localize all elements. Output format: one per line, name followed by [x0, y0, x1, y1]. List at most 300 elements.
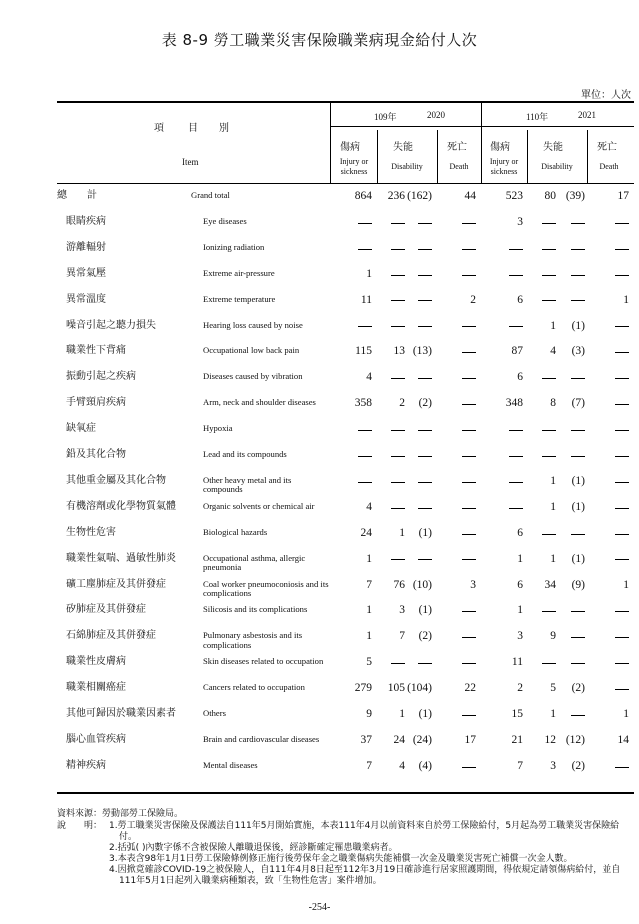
table-row [57, 760, 634, 786]
row-label-zh: 缺氧症 [66, 423, 96, 435]
cell-y2-disability: 9 [550, 630, 556, 643]
cell-y2-injury [509, 269, 523, 281]
row-label-zh: 生物性危害 [66, 526, 116, 538]
header-col-death-zh: 死亡 [597, 142, 617, 153]
table-row [57, 216, 634, 242]
cell-y1-disability [391, 554, 405, 566]
table-row [57, 345, 634, 371]
dash-mark [418, 430, 432, 431]
row-label-zh: 總 計 [57, 190, 97, 201]
header-year2-en: 2021 [578, 110, 596, 120]
cell-y1-injury: 4 [366, 500, 372, 513]
dash-mark [391, 300, 405, 301]
row-label-zh: 有機溶劑或化學物質氣體 [66, 500, 176, 512]
cell-y2-death [615, 502, 629, 514]
cell-y2-disability: 1 [550, 552, 556, 565]
row-label-en: Hypoxia [203, 423, 233, 434]
dash-mark [391, 275, 405, 276]
row-label-en: Arm, neck and shoulder diseases [203, 397, 316, 408]
dash-mark [462, 767, 476, 768]
table-row [57, 708, 634, 734]
cell-y2-disability-paren [571, 605, 585, 617]
cell-y2-injury [509, 424, 523, 436]
row-label-zh: 石綿肺症及其併發症 [66, 630, 156, 642]
cell-y2-death: 1 [623, 578, 629, 591]
cell-y1-disability: 1 [399, 526, 405, 539]
cell-y2-disability-paren: (1) [571, 474, 585, 487]
dash-mark [391, 223, 405, 224]
cell-y2-injury: 3 [517, 630, 523, 643]
cell-y2-injury: 6 [517, 371, 523, 384]
header-col-disab-en: Disability [541, 162, 573, 171]
cell-y1-disability: 76 [393, 578, 405, 591]
cell-y2-disability-paren [571, 528, 585, 540]
cell-y1-death [462, 321, 476, 333]
cell-y1-injury: 1 [366, 267, 372, 280]
row-label-zh: 眼睛疾病 [66, 215, 106, 227]
row-label-zh: 腦心血管疾病 [66, 733, 126, 745]
dash-mark [615, 223, 629, 224]
dash-mark [571, 663, 585, 664]
table-row [57, 630, 634, 656]
header-item-en: Item [182, 157, 199, 167]
cell-y1-disability-paren [418, 476, 432, 488]
dash-mark [571, 611, 585, 612]
dash-mark [462, 352, 476, 353]
cell-y1-death: 44 [464, 190, 476, 202]
cell-y1-disability-paren [418, 450, 432, 462]
cell-y1-injury: 5 [366, 656, 372, 669]
cell-y2-disability: 1 [550, 319, 556, 332]
dash-mark [615, 663, 629, 664]
cell-y1-disability [391, 295, 405, 307]
cell-y2-disability-paren [571, 243, 585, 255]
cell-y1-disability-paren: (13) [412, 345, 432, 358]
dash-mark [571, 249, 585, 250]
note-item-4: 4.因掀竟確診COVID-19之被保險人，自111年4月8日起至112年3月19日確診進行居家照護期間，得依規定請領傷病給付，並自111年5月1日起列入職業病種類表，致「生物性危害」案件增加。 [109, 865, 621, 886]
header-item-zh-3: 別 [219, 123, 229, 134]
table-row [57, 242, 634, 268]
cell-y1-injury: 864 [354, 190, 372, 202]
cell-y1-injury: 7 [366, 759, 372, 772]
cell-y2-death [615, 554, 629, 566]
cell-y2-injury: 15 [511, 708, 523, 720]
cell-y1-injury: 9 [366, 708, 372, 720]
dash-mark [462, 275, 476, 276]
cell-y1-disability: 24 [393, 733, 405, 746]
cell-y1-death [462, 605, 476, 617]
header-col-injury-zh: 傷病 [490, 142, 510, 153]
cell-y1-injury: 7 [366, 578, 372, 591]
row-label-en: Hearing loss caused by noise [203, 319, 303, 330]
dash-mark [542, 275, 556, 276]
dash-mark [358, 223, 372, 224]
header-col-disab-en: Disability [391, 162, 423, 171]
cell-y2-injury [509, 321, 523, 333]
row-label-en: Others [203, 708, 226, 718]
cell-y2-death [615, 372, 629, 384]
row-label-en: Occupational asthma, allergic pneumonia [203, 552, 306, 573]
dash-mark [418, 482, 432, 483]
grand-total-row [57, 190, 634, 216]
row-label-zh: 鉛及其化合物 [66, 449, 126, 460]
row-label-zh: 其他可歸因於職業因素者 [66, 708, 176, 719]
header-col-injury-en-1: Injury or [489, 157, 519, 166]
dash-mark [542, 456, 556, 457]
cell-y1-injury [358, 217, 372, 229]
row-label-zh: 游離輻射 [66, 241, 106, 253]
dash-mark [509, 456, 523, 457]
cell-y2-disability: 1 [550, 708, 556, 720]
cell-y2-injury [509, 243, 523, 255]
dash-mark [542, 378, 556, 379]
dash-mark [462, 430, 476, 431]
dash-mark [615, 482, 629, 483]
dash-mark [462, 559, 476, 560]
cell-y2-death [615, 605, 629, 617]
cell-y1-disability [391, 476, 405, 488]
cell-y1-disability-paren: (4) [418, 759, 432, 772]
cell-y1-death [462, 450, 476, 462]
cell-y2-injury: 6 [517, 526, 523, 539]
cell-y2-disability-paren [571, 450, 585, 462]
notes-label: 說 明： [57, 821, 103, 831]
cell-y2-disability-paren [571, 372, 585, 384]
cell-y2-injury: 6 [517, 578, 523, 591]
cell-y2-disability-paren [571, 709, 585, 721]
cell-y2-disability [542, 528, 556, 540]
cell-y2-injury: 2 [517, 682, 523, 695]
cell-y2-disability [542, 372, 556, 384]
cell-y1-death [462, 761, 476, 773]
cell-y1-injury [358, 450, 372, 462]
header-divider-col [587, 130, 588, 183]
cell-y2-death [615, 683, 629, 695]
row-label-zh: 其他重金屬及其化合物 [66, 474, 166, 486]
cell-y2-death: 1 [623, 293, 629, 306]
cell-y2-disability-paren: (12) [565, 733, 585, 746]
dash-mark [542, 611, 556, 612]
dash-mark [615, 611, 629, 612]
cell-y2-disability [542, 217, 556, 229]
cell-y2-death [615, 424, 629, 436]
table-row [57, 475, 634, 501]
cell-y1-injury [358, 476, 372, 488]
cell-y1-disability [391, 424, 405, 436]
row-label-zh: 職業性下背痛 [66, 345, 126, 357]
dash-mark [358, 326, 372, 327]
cell-y1-death [462, 657, 476, 669]
cell-y1-disability [391, 321, 405, 333]
cell-y2-disability: 1 [550, 474, 556, 487]
header-col-death-en: Death [449, 162, 469, 171]
table-row [57, 682, 634, 708]
cell-y1-death [462, 631, 476, 643]
cell-y1-disability-paren: (162) [407, 190, 432, 202]
cell-y2-disability-paren: (1) [571, 319, 585, 332]
dash-mark [542, 430, 556, 431]
row-label-en: Coal worker pneumoconiosis and its complications [203, 578, 329, 598]
dash-mark [418, 300, 432, 301]
header-divider-col [437, 130, 438, 183]
dash-mark [358, 430, 372, 431]
dash-mark [462, 482, 476, 483]
header-col-injury-en-1: Injury or [339, 157, 369, 166]
cell-y2-disability: 5 [550, 682, 556, 695]
cell-y2-injury: 11 [511, 656, 523, 669]
cell-y1-disability: 4 [399, 759, 405, 772]
header-col-injury-en-2: sickness [340, 167, 368, 176]
cell-y1-disability-paren [418, 217, 432, 229]
cell-y1-death [462, 372, 476, 384]
cell-y2-disability-paren: (9) [571, 578, 585, 591]
cell-y1-disability: 3 [399, 604, 405, 617]
dash-mark [509, 482, 523, 483]
dash-mark [615, 352, 629, 353]
row-label-zh: 振動引起之疾病 [66, 371, 136, 383]
cell-y1-disability-paren [418, 554, 432, 566]
cell-y2-disability-paren: (2) [571, 682, 585, 695]
dash-mark [391, 456, 405, 457]
row-label-en: Occupational low back pain [203, 345, 300, 356]
cell-y1-disability [391, 657, 405, 669]
cell-y1-injury: 24 [360, 526, 372, 539]
cell-y1-disability: 2 [399, 397, 405, 410]
cell-y1-injury: 1 [366, 630, 372, 643]
cell-y2-disability-paren [571, 657, 585, 669]
cell-y2-death [615, 321, 629, 333]
row-label-en: Ionizing radiation [203, 241, 265, 252]
cell-y1-disability-paren [418, 424, 432, 436]
dash-mark [462, 378, 476, 379]
dash-mark [542, 534, 556, 535]
dash-mark [615, 249, 629, 250]
table-row [57, 320, 634, 346]
dash-mark [391, 559, 405, 560]
cell-y2-disability: 80 [544, 190, 556, 202]
cell-y1-death [462, 709, 476, 721]
dash-mark [542, 249, 556, 250]
table-row [57, 656, 634, 682]
cell-y2-disability: 4 [550, 345, 556, 358]
cell-y1-disability [391, 372, 405, 384]
header-year2-label: 110年 [526, 112, 549, 122]
dash-mark [391, 482, 405, 483]
cell-y1-disability-paren [418, 657, 432, 669]
dash-mark [418, 559, 432, 560]
cell-y2-disability-paren [571, 295, 585, 307]
cell-y1-death [462, 243, 476, 255]
header-item-zh-1: 項 [154, 123, 164, 134]
cell-y1-disability [391, 502, 405, 514]
dash-mark [462, 223, 476, 224]
cell-y1-death [462, 554, 476, 566]
dash-mark [615, 534, 629, 535]
header-bottom-rule [57, 183, 634, 184]
cell-y2-death [615, 528, 629, 540]
cell-y2-death [615, 631, 629, 643]
row-label-en: Biological hazards [203, 526, 268, 537]
cell-y1-disability-paren: (1) [418, 526, 432, 539]
row-label-zh: 異常氣壓 [66, 267, 106, 279]
dash-mark [418, 456, 432, 457]
cell-y1-disability [391, 450, 405, 462]
cell-y1-disability: 105 [387, 682, 405, 695]
dash-mark [571, 715, 585, 716]
header-divider-item [330, 103, 331, 183]
cell-y1-injury: 115 [355, 345, 372, 358]
cell-y1-disability-paren [418, 502, 432, 514]
cell-y2-injury: 1 [517, 552, 523, 565]
row-label-en: Extreme air-pressure [203, 267, 275, 278]
cell-y2-disability: 12 [544, 733, 556, 746]
header-col-death-en: Death [599, 162, 619, 171]
cell-y1-death [462, 476, 476, 488]
cell-y1-disability [391, 269, 405, 281]
cell-y1-disability: 13 [393, 345, 405, 358]
dash-mark [462, 404, 476, 405]
cell-y2-disability [542, 295, 556, 307]
row-label-zh: 噪音引起之聽力損失 [66, 319, 156, 331]
cell-y1-death [462, 424, 476, 436]
cell-y2-injury: 523 [505, 190, 523, 202]
header-col-disab-zh: 失能 [543, 142, 563, 153]
unit-label: 單位：人次 [581, 90, 631, 101]
row-label-en: Eye diseases [203, 215, 247, 226]
cell-y1-death [462, 528, 476, 540]
note-item-1: 1.勞工職業災害保險及保護法自111年5月開始實施，本表111年4月以前資料來自於勞工保險給付，5月起為勞工職業災害保險給付。 [109, 821, 620, 842]
cell-y2-death: 17 [617, 190, 629, 202]
cell-y1-injury [358, 243, 372, 255]
header-divider-years [481, 103, 482, 183]
cell-y2-disability [542, 269, 556, 281]
cell-y1-disability-paren: (104) [407, 682, 432, 695]
dash-mark [571, 430, 585, 431]
dash-mark [462, 637, 476, 638]
cell-y2-death [615, 450, 629, 462]
dash-mark [615, 559, 629, 560]
cell-y1-injury: 358 [354, 397, 372, 410]
dash-mark [542, 223, 556, 224]
header-item-zh-2: 目 [188, 123, 198, 134]
dash-mark [462, 611, 476, 612]
cell-y2-disability: 34 [544, 578, 556, 591]
dash-mark [615, 378, 629, 379]
cell-y2-disability [542, 657, 556, 669]
cell-y1-injury: 11 [360, 293, 372, 306]
cell-y1-disability: 236 [387, 190, 405, 202]
cell-y2-death [615, 476, 629, 488]
table-row [57, 501, 634, 527]
table-row [57, 294, 634, 320]
table-row [57, 397, 634, 423]
dash-mark [391, 326, 405, 327]
row-label-zh: 礦工塵肺症及其併發症 [66, 578, 166, 590]
cell-y1-injury: 1 [366, 604, 372, 617]
cell-y2-injury: 21 [511, 733, 523, 746]
cell-y2-disability-paren [571, 217, 585, 229]
dash-mark [391, 663, 405, 664]
header-col-death-zh: 死亡 [447, 142, 467, 153]
cell-y2-disability [542, 243, 556, 255]
cell-y1-disability-paren: (10) [412, 578, 432, 591]
row-label-en: Mental diseases [203, 759, 258, 770]
header-col-disab-zh: 失能 [393, 142, 413, 153]
header-col-injury-zh: 傷病 [340, 142, 360, 153]
cell-y2-death [615, 657, 629, 669]
cell-y1-death [462, 269, 476, 281]
cell-y1-disability-paren [418, 372, 432, 384]
header-year2-underline [482, 126, 634, 127]
cell-y1-injury [358, 424, 372, 436]
cell-y2-death [615, 761, 629, 773]
dash-mark [358, 249, 372, 250]
row-label-en: Extreme temperature [203, 293, 276, 304]
row-label-zh: 職業相關癌症 [66, 682, 126, 694]
cell-y1-disability-paren: (24) [412, 733, 432, 746]
row-label-en: Organic solvents or chemical air [203, 500, 315, 511]
cell-y1-injury: 279 [354, 682, 372, 695]
dash-mark [571, 275, 585, 276]
cell-y2-disability: 8 [550, 397, 556, 410]
dash-mark [462, 663, 476, 664]
cell-y2-injury: 3 [517, 215, 523, 228]
dash-mark [418, 249, 432, 250]
cell-y1-injury: 4 [366, 371, 372, 384]
cell-y2-disability-paren: (39) [565, 190, 585, 202]
row-label-en: Cancers related to occupation [203, 682, 305, 693]
row-label-en: Skin diseases related to occupation [203, 656, 324, 667]
table-row [57, 371, 634, 397]
cell-y1-disability-paren: (2) [418, 397, 432, 410]
cell-y2-disability-paren: (1) [571, 500, 585, 513]
cell-y2-disability-paren: (3) [571, 345, 585, 358]
dash-mark [571, 300, 585, 301]
cell-y1-injury: 37 [360, 733, 372, 746]
cell-y1-disability-paren [418, 321, 432, 333]
source-note: 資料來源：勞動部勞工保險局。 [57, 809, 184, 819]
header-year1-en: 2020 [427, 110, 445, 120]
cell-y1-injury: 1 [366, 552, 372, 565]
cell-y2-disability-paren: (1) [571, 552, 585, 565]
cell-y2-disability [542, 450, 556, 462]
cell-y1-death: 17 [464, 733, 476, 746]
table-row [57, 734, 634, 760]
dash-mark [391, 378, 405, 379]
dash-mark [571, 456, 585, 457]
dash-mark [615, 404, 629, 405]
cell-y1-disability-paren [418, 243, 432, 255]
row-label-zh: 矽肺症及其併發症 [66, 604, 146, 616]
dash-mark [615, 456, 629, 457]
dash-mark [462, 534, 476, 535]
header-col-injury-en-2: sickness [490, 167, 518, 176]
dash-mark [358, 482, 372, 483]
row-label-en: Pulmonary asbestosis and its complications [203, 630, 303, 650]
dash-mark [391, 430, 405, 431]
dash-mark [418, 326, 432, 327]
cell-y1-disability: 1 [399, 708, 405, 720]
row-label-zh: 手臂頸肩疾病 [66, 397, 126, 409]
cell-y2-injury: 6 [517, 293, 523, 306]
notes-section [57, 809, 634, 887]
dash-mark [615, 430, 629, 431]
cell-y2-disability: 1 [550, 500, 556, 513]
table-bottom-rule [57, 792, 634, 794]
cell-y1-disability-paren [418, 295, 432, 307]
row-label-en: Brain and cardiovascular diseases [203, 733, 320, 744]
dash-mark [418, 508, 432, 509]
